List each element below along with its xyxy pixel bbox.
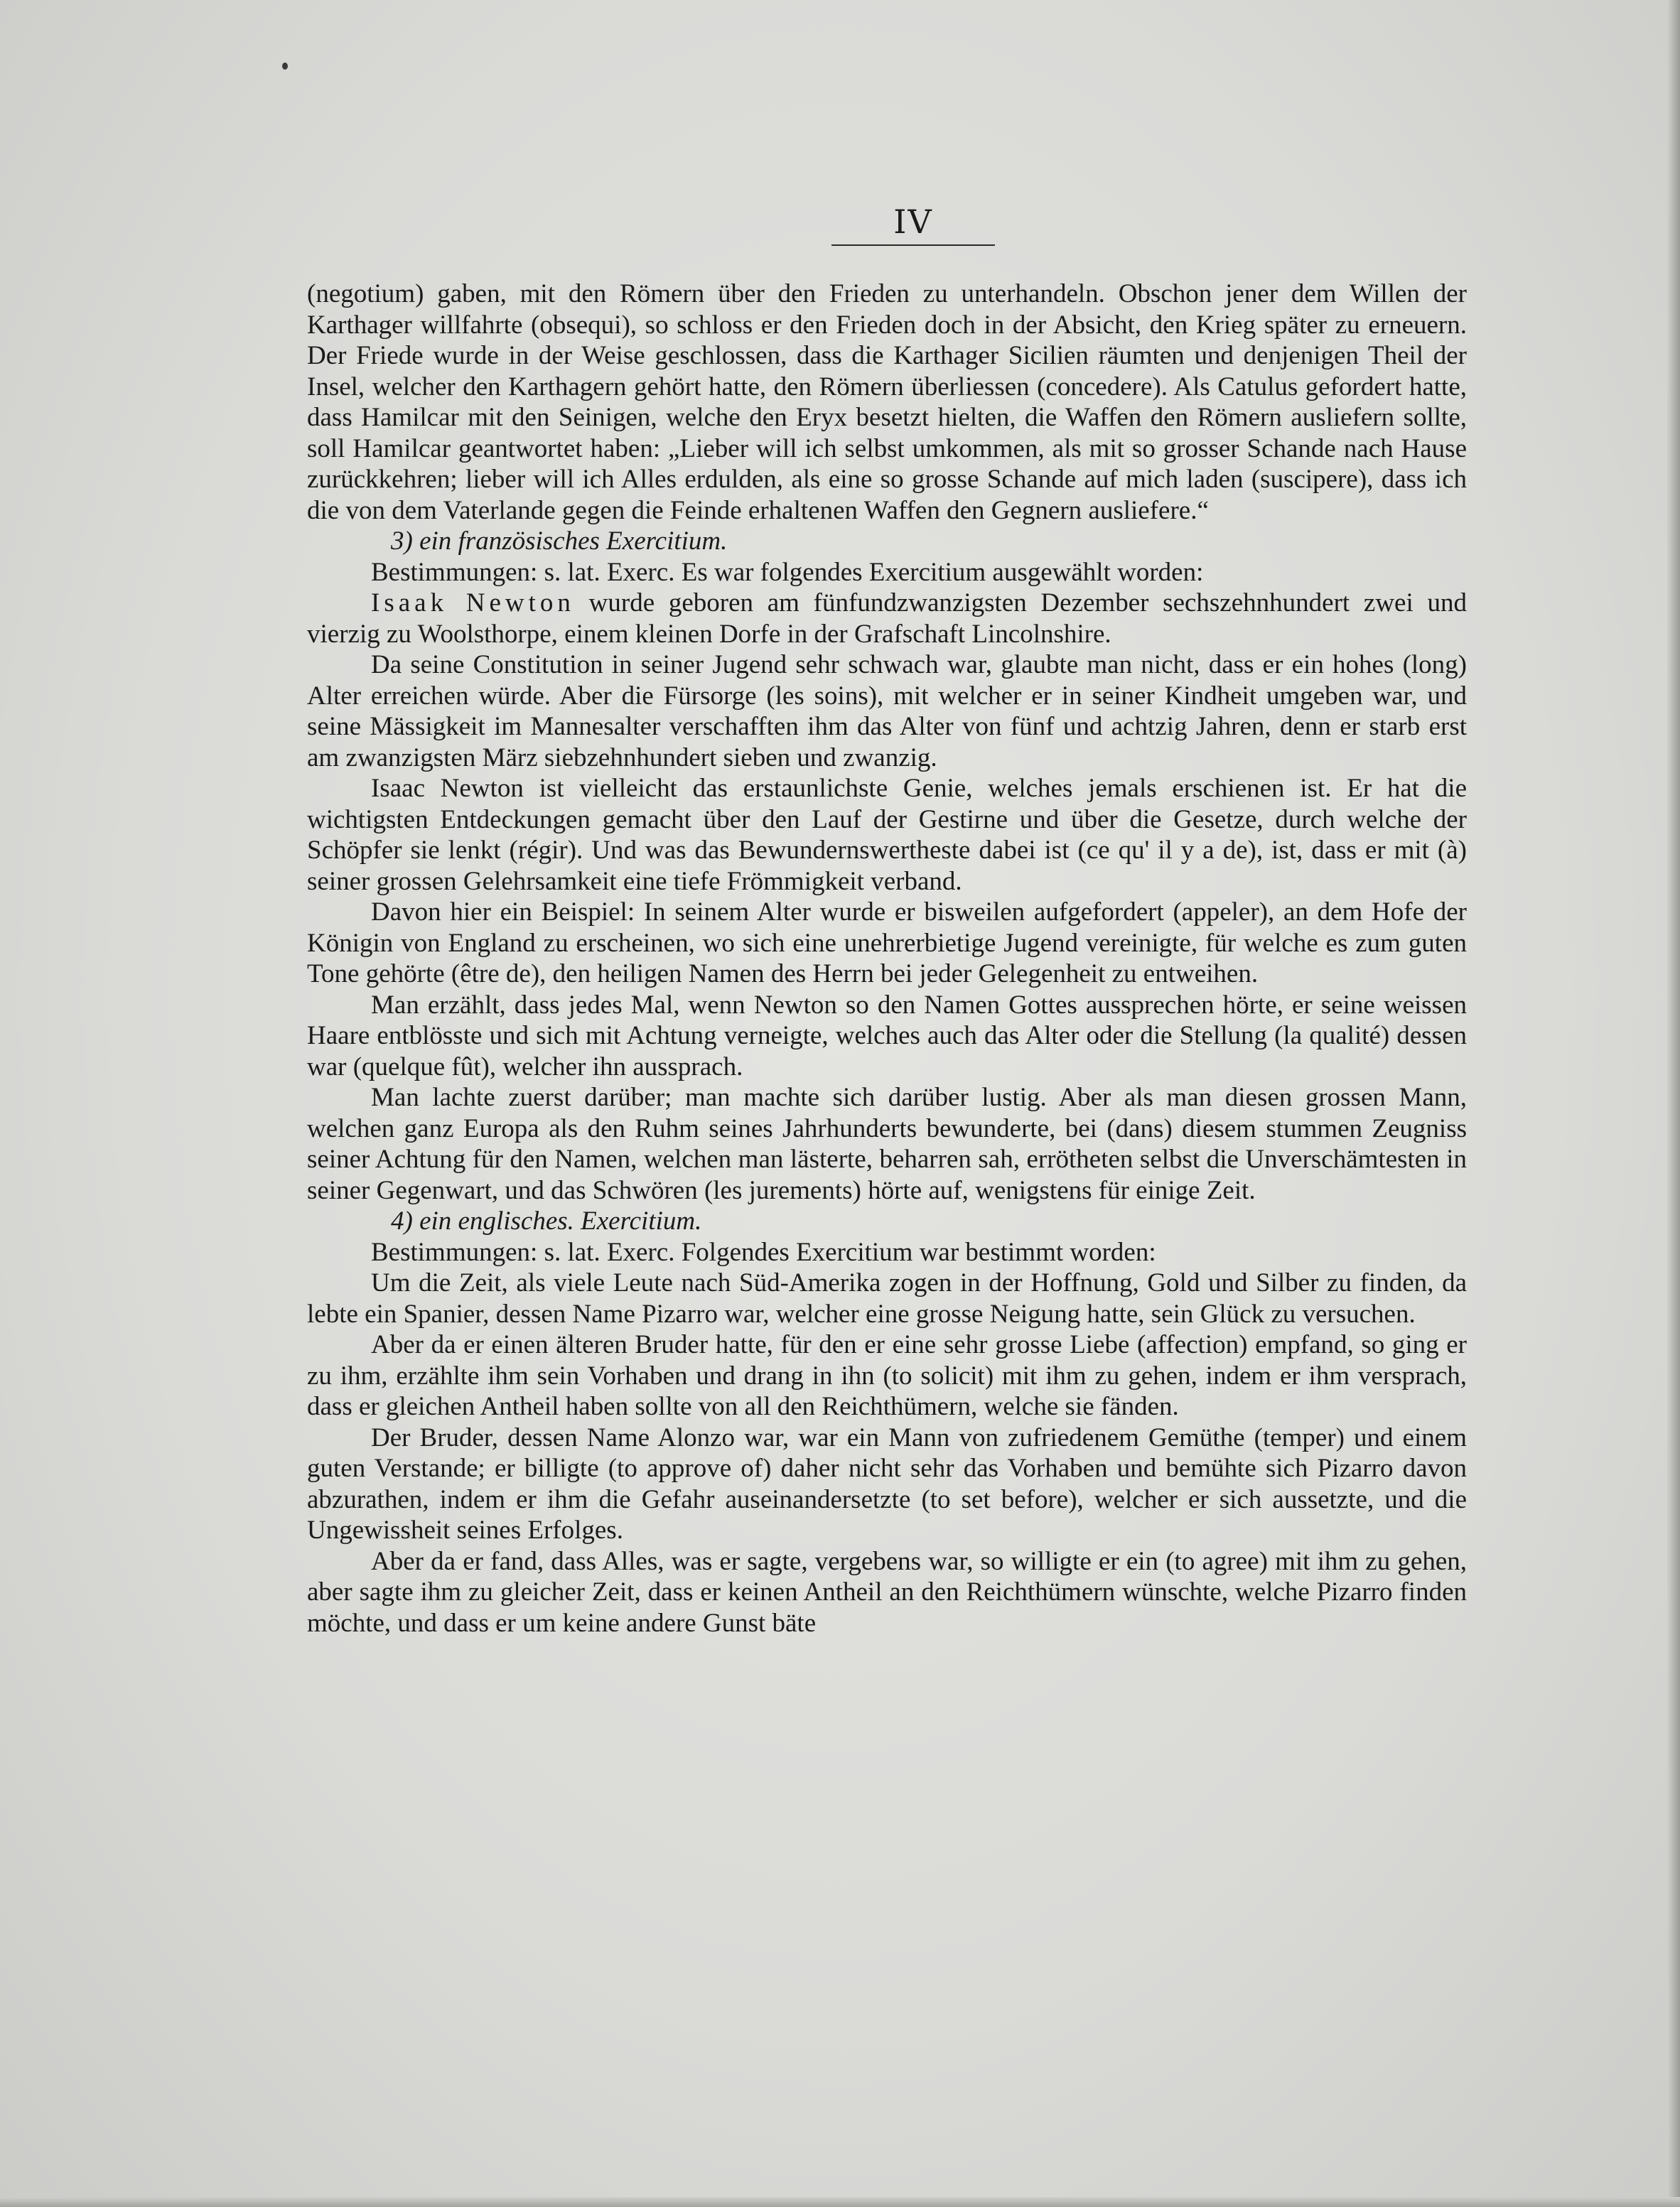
paragraph-english-rules: Bestimmungen: s. lat. Exerc. Folgendes Exercitium war bestimmt worden: — [371, 1237, 1156, 1267]
paragraph-newton-respect: Man erzählt, dass jedes Mal, wenn Newton so den Namen Gottes aussprechen hörte, er seine weissen Haare entblösste und sich mit Achtung verneigte, welches auch das Alter oder die Stellung (la qualité) dessen war (quelque fût), welcher ihn aussprach. — [307, 990, 1467, 1081]
paragraph-newton-laughter: Man lachte zuerst darüber; man machte sich darüber lustig. Aber als man diesen grossen Mann, welchen ganz Europa als den Ruhm seines Jahrhunderts bewunderte, bei (dans) diesem stummen Zeugniss seiner Achtung für den Namen, welchen man lästerte, beharren sah, errötheten selbst die Unverschämtesten in seiner Gegenwart, und das Schwören (les jurements) hörte auf, wenigstens für einige Zeit. — [307, 1083, 1467, 1205]
header-rule — [831, 244, 995, 246]
paragraph-newton-birth — [307, 588, 1467, 649]
paragraph-alonzo: Der Bruder, dessen Name Alonzo war, war ein Mann von zufriedenem Gemüthe (temper) und einem guten Verstande; er billigte (to approve of) daher nicht sehr das Vorhaben und bemühte sich Pizarro davon abzurathen, indem er ihm die Gefahr auseinandersetzte (to set before), welcher er sich aussetzte, und die Ungewissheit seines Erfolges. — [307, 1423, 1467, 1545]
page-number: IV — [893, 203, 933, 241]
paragraph-pizarro-brother: Aber da er einen älteren Bruder hatte, für den er eine sehr grosse Liebe (affection) empfand, so ging er zu ihm, erzählte ihm sein Vorhaben und drang in ihn (to solicit) mit ihm zu gehen, indem er ihm versprach, dass er gleichen Antheil haben sollte von all den Reichthümern, welche sie fänden. — [307, 1330, 1467, 1421]
paragraph-carryover: (negotium) gaben, mit den Römern über den Frieden zu unterhandeln. Obschon jener dem Willen der Karthager willfahrte (obsequi), so schloss er den Frieden doch in der Absicht, den Krieg später zu erneuern. Der Friede wurde in der Weise geschlossen, dass die Karthager Sicilien räumten und denjenigen Theil der Insel, welcher den Karthagern gehört hatte, den Römern überliessen (concedere). Als Catulus gefordert hatte, dass Hamilcar mit den Seinigen, welche den Eryx besetzt hielten, die Waffen den Römern ausliefern sollte, soll Hamilcar geantwortet haben: „Lieber will ich selbst umkommen, als mit so grosser Schande nach Hause zurückkehren; lieber will ich Alles erdulden, als eine so grosse Schande auf mich laden (suscipere), dass ich die von dem Vaterlande gegen die Feinde erhaltenen Waffen den Gegnern ausliefere.“ — [307, 279, 1467, 525]
paragraph-newton-youth: Da seine Constitution in seiner Jugend sehr schwach war, glaubte man nicht, dass er ein hohes (long) Alter erreichen würde. Aber die Fürsorge (les soins), mit welcher er in seiner Kindheit umgeben war, und seine Mässigkeit im Mannesalter verschafften ihm das Alter von fünf und achtzig Jahren, denn er starb erst am zwanzigsten März siebzehnhundert sieben und zwanzig. — [307, 650, 1467, 772]
section-heading-english: 4) ein englisches. Exercitium. — [391, 1207, 702, 1236]
body-text — [307, 279, 1467, 1639]
ink-speck — [282, 63, 288, 70]
page-bottom-shadow — [0, 2197, 1680, 2207]
paragraph-newton-genius: Isaac Newton ist vielleicht das erstaunlichste Genie, welches jemals erschienen ist. Er hat die wichtigsten Entdeckungen gemacht über den Lauf der Gestirne und über die Gesetze, durch welche der Schöpfer sie lenkt (régir). Und was das Bewundernswertheste dabei ist (ce qu' il y a de), ist, dass er mit (à) seiner grossen Gelehrsamkeit eine tiefe Frömmigkeit verband. — [307, 774, 1467, 896]
paragraph-newton-birth-text: wurde geboren am fünfundzwanzigsten Dezember sechszehnhundert zwei und vierzig zu Woolsthorpe, einem kleinen Dorfe in der Grafschaft Lincolnshire. — [307, 588, 1467, 649]
section-heading-french: 3) ein französisches Exercitium. — [391, 527, 728, 556]
paragraph-newton-example: Davon hier ein Beispiel: In seinem Alter wurde er bisweilen aufgefordert (appeler), an dem Hofe der Königin von England zu erscheinen, wo sich eine unehrerbietige Jugend vereinigte, für welche es zum guten Tone gehörte (être de), den heiligen Namen des Herrn bei jeder Gelegenheit zu entweihen. — [307, 897, 1467, 988]
spaced-name-newton: Isaak Newton — [371, 588, 575, 617]
page-header — [831, 200, 995, 246]
paragraph-pizarro-intro: Um die Zeit, als viele Leute nach Süd-Amerika zogen in der Hoffnung, Gold und Silber zu finden, da lebte ein Spanier, dessen Name Pizarro war, welcher eine grosse Neigung hatte, sein Glück zu versuchen. — [307, 1268, 1467, 1329]
paragraph-alonzo-agrees: Aber da er fand, dass Alles, was er sagte, vergebens war, so willigte er ein (to agree) mit ihm zu gehen, aber sagte ihm zu gleicher Zeit, dass er keinen Antheil an den Reichthümern wünschte, welche Pizarro finden möchte, und dass er um keine andere Gunst bäte — [307, 1546, 1467, 1638]
paragraph-french-rules: Bestimmungen: s. lat. Exerc. Es war folgendes Exercitium ausgewählt worden: — [371, 557, 1204, 587]
page-edge-shadow — [1667, 0, 1680, 2207]
